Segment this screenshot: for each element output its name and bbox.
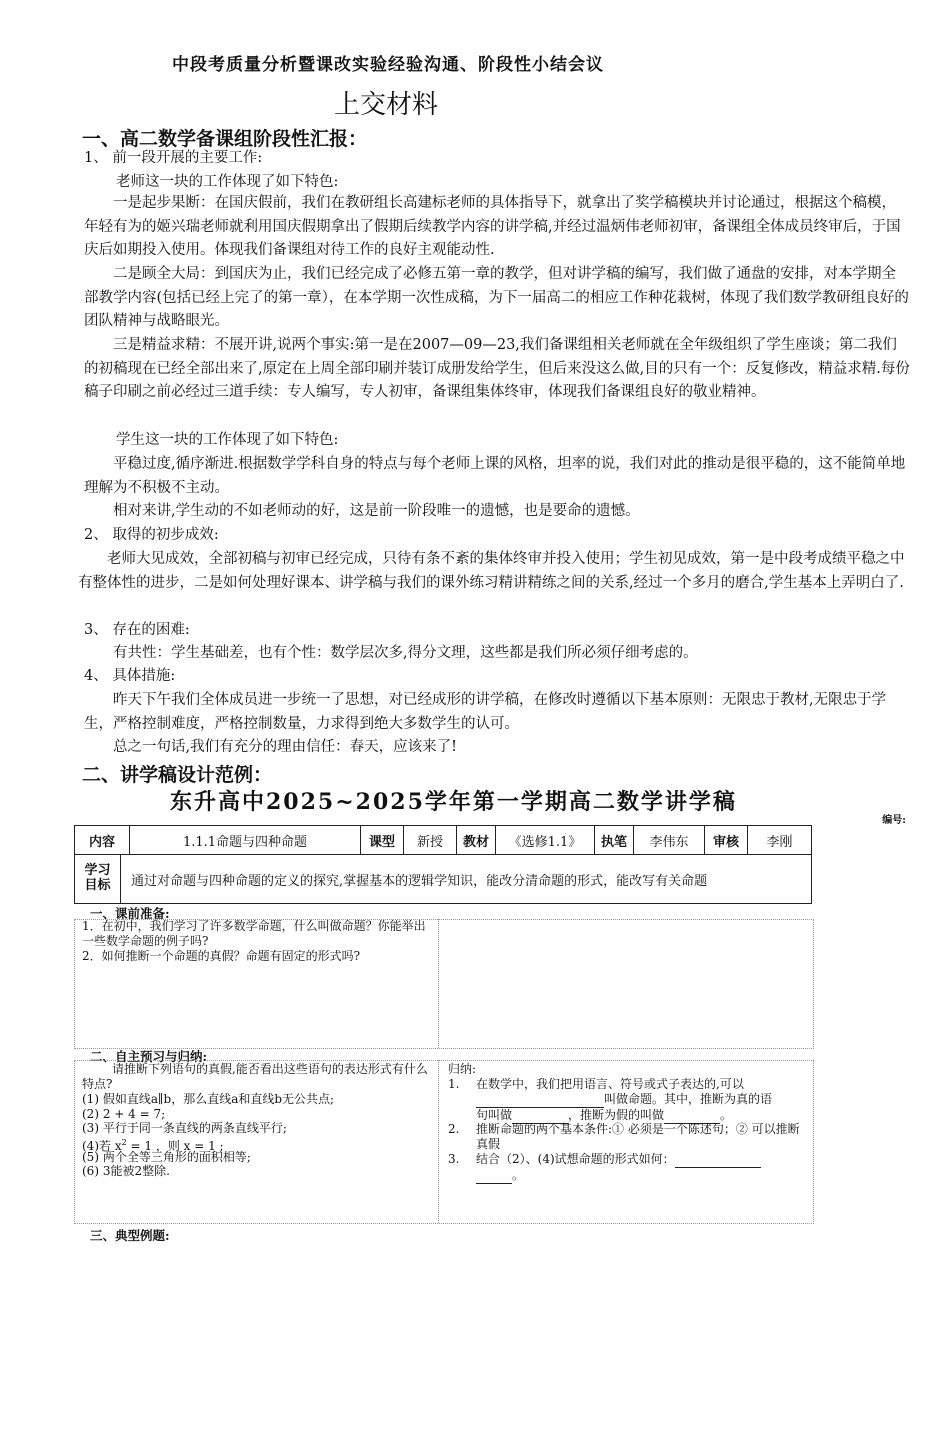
induction-3-end: 。 xyxy=(512,1168,525,1182)
prep-question-1: 1．在初中，我们学习了许多数学命题，什么叫做命题？你能举出一些数学命题的例子吗? xyxy=(82,919,426,948)
lesson-type-value: 新授 xyxy=(404,826,457,855)
author-value: 李伟东 xyxy=(634,826,705,855)
serial-number-label: 编号: xyxy=(882,815,906,826)
lesson-type-label: 课型 xyxy=(361,826,404,855)
paragraph-regret: 相对来讲,学生动的不如老师动的好，这是前一阶段唯一的遗憾，也是要命的遗憾。 xyxy=(113,503,640,519)
item2-title: 2、 取得的初步成效: xyxy=(84,527,219,543)
induction-1-text-e: 。 xyxy=(720,1108,733,1122)
content-value: 1.1.1命题与四种命题 xyxy=(130,826,361,855)
goal-label-line2: 目标 xyxy=(84,878,111,893)
section1-heading: 一、高二数学备课组阶段性汇报： xyxy=(82,128,368,150)
prep-heading: 一、课前准备: xyxy=(90,906,170,921)
teacher-intro: 老师这一块的工作体现了如下特色: xyxy=(116,174,339,190)
statement-6: (6) 3能被2整除. xyxy=(82,1164,170,1178)
induction-2-number: 2. xyxy=(448,1122,460,1136)
textbook-label: 教材 xyxy=(457,826,496,855)
student-intro: 学生这一块的工作体现了如下特色: xyxy=(116,432,339,448)
meeting-title: 中段考质量分析暨课改实验经验沟通、阶段性小结会议 xyxy=(172,55,604,75)
induction-3-number: 3. xyxy=(448,1152,460,1166)
item1-title: 1、 前一段开展的主要工作: xyxy=(84,150,263,166)
item4-title: 4、 具体措施: xyxy=(84,668,176,684)
paragraph-measures: 昨天下午我们全体成员进一步统一了思想，对已经成形的讲学稿，在修改时遵循以下基本原则：无限忠于教材,无限忠于学生，严格控制难度，严格控制数量，力求得到绝大多数学生的认可。 xyxy=(84,692,887,732)
paragraph-difficulties: 有共性：学生基础差，也有个性：数学层次多,得分文理，这些都是我们所必须仔细考虑的。 xyxy=(113,645,698,661)
paragraph-conclusion: 总之一句话,我们有充分的理由信任：春天，应该来了! xyxy=(113,739,457,755)
paragraph-steady-progress: 平稳过度,循序渐进.根据数学学科自身的特点与每个老师上课的风格，坦率的说，我们对此的推动是很平稳的，这不能简单地理解为不积极不主动。 xyxy=(84,456,906,496)
induction-2: 推断命题的两个基本条件:① 必须是一个陈述句；② 可以推断真假 xyxy=(476,1122,800,1151)
self-study-intro: 请推断下列语句的真假,能否看出这些语句的表达形式有什么特点? xyxy=(82,1062,428,1091)
textbook-value: 《选修1.1》 xyxy=(496,826,595,855)
item3-title: 3、 存在的困难: xyxy=(84,622,190,638)
learning-goal-text: 通过对命题与四种命题的定义的探究,掌握基本的逻辑学知识，能改分清命题的形式，能改写有关命题 xyxy=(131,874,708,889)
induction-1-text-a: 在数学中，我们把用语言、符号或式子表达的,可以 xyxy=(476,1077,744,1091)
induction-1-text-b: 叫做命题。其中，推断为真的语 xyxy=(604,1092,773,1106)
blank-form-2 xyxy=(476,1168,512,1184)
prep-question-2: 2．如何推断一个命题的真假？命题有固定的形式吗? xyxy=(82,949,361,963)
learning-goal-row xyxy=(74,855,812,904)
induction-3 xyxy=(476,1152,808,1184)
induction-1-number: 1. xyxy=(448,1077,460,1091)
statement-4-part-a: (4)若 x xyxy=(82,1139,122,1153)
lesson-info-table xyxy=(74,825,812,855)
content-label: 内容 xyxy=(75,826,130,855)
paragraph-big-picture: 二是顾全大局：到国庆为止，我们已经完成了必修五第一章的教学，但对讲学稿的编写，我们做了通盘的安排，对本学期全部教学内容(包括已经上完了的第一章），在本学期一次性成稿，为下一届高二的相应工作种花栽树，体现了我们数学教研组良好的团队精神与战略眼光。 xyxy=(84,266,909,330)
reviewer-value: 李刚 xyxy=(748,826,812,855)
paragraph-start-decisive: 一是起步果断：在国庆假前，我们在教研组长高建标老师的具体指导下，就拿出了奖学稿模块并讨论通过，根据这个稿模，年轻有为的姬兴瑞老师就利用国庆假期拿出了假期后续教学内容的讲学稿,并经过温炳伟老师初审，备课组全体成员终审后，于国庆后如期投入使用。体现我们备课组对待工作的良好主观能动性. xyxy=(84,195,901,259)
paragraph-results: 老师大见成效，全部初稿与初审已经完成，只待有条不紊的集体终审并投入使用；学生初见成效，第一是中段考成绩平稳之中有整体性的进步，二是如何处理好课本、讲学稿与我们的课外练习精讲精练之间的关系,经过一个多月的磨合,学生基本上弄明白了. xyxy=(78,551,905,591)
lesson-plan-title: 东升高中2025~2025学年第一学期高二数学讲学稿 xyxy=(170,789,737,815)
paragraph-excellence: 三是精益求精：不展开讲,说两个事实:第一是在2007—09—23,我们备课组相关老师就在全年级组织了学生座谈；第二我们的初稿现在已经全部出来了,原定在上周全部印刷并装订成册发给学生，但后来没这么做,目的只有一个：反复修改，精益求精.每份稿子印刷之前必经过三道手续：专人编写，专人初审，备课组集体终审，体现我们备课组良好的敬业精神。 xyxy=(84,337,910,401)
prep-divider xyxy=(438,919,439,1048)
statement-3: (3) 平行于同一条直线的两条直线平行; xyxy=(82,1121,287,1135)
self-study-divider xyxy=(438,1060,439,1223)
statement-2: (2) 2 + 4 = 7; xyxy=(82,1107,166,1121)
document-title: 上交材料 xyxy=(334,90,439,120)
self-study-heading: 二、自主预习与归纳: xyxy=(90,1049,208,1064)
induction-1 xyxy=(476,1077,808,1124)
goal-label-line1: 学习 xyxy=(84,863,111,878)
author-label: 执笔 xyxy=(595,826,634,855)
induction-heading: 归纳: xyxy=(448,1062,477,1076)
statement-4-exponent: 2 xyxy=(121,1138,127,1147)
learning-goal-label xyxy=(75,855,121,903)
statement-4-part-b: = 1 ，则 x = 1 ; xyxy=(130,1139,224,1153)
blank-form-1 xyxy=(675,1152,761,1168)
reviewer-label: 审核 xyxy=(705,826,748,855)
examples-heading: 三、典型例题: xyxy=(90,1228,170,1243)
induction-1-text-c: 句叫做 xyxy=(476,1108,513,1122)
induction-1-text-d: ，推断为假的叫做 xyxy=(568,1108,665,1122)
statement-1: (1) 假如直线a∥b，那么直线a和直线b无公共点; xyxy=(82,1092,335,1106)
section2-heading: 二、讲学稿设计范例： xyxy=(82,764,273,786)
induction-3-text: 结合（2）、(4)试想命题的形式如何： xyxy=(476,1152,675,1166)
statement-5: (5) 两个全等三角形的面积相等; xyxy=(82,1150,251,1164)
blank-proposition xyxy=(476,1092,604,1108)
